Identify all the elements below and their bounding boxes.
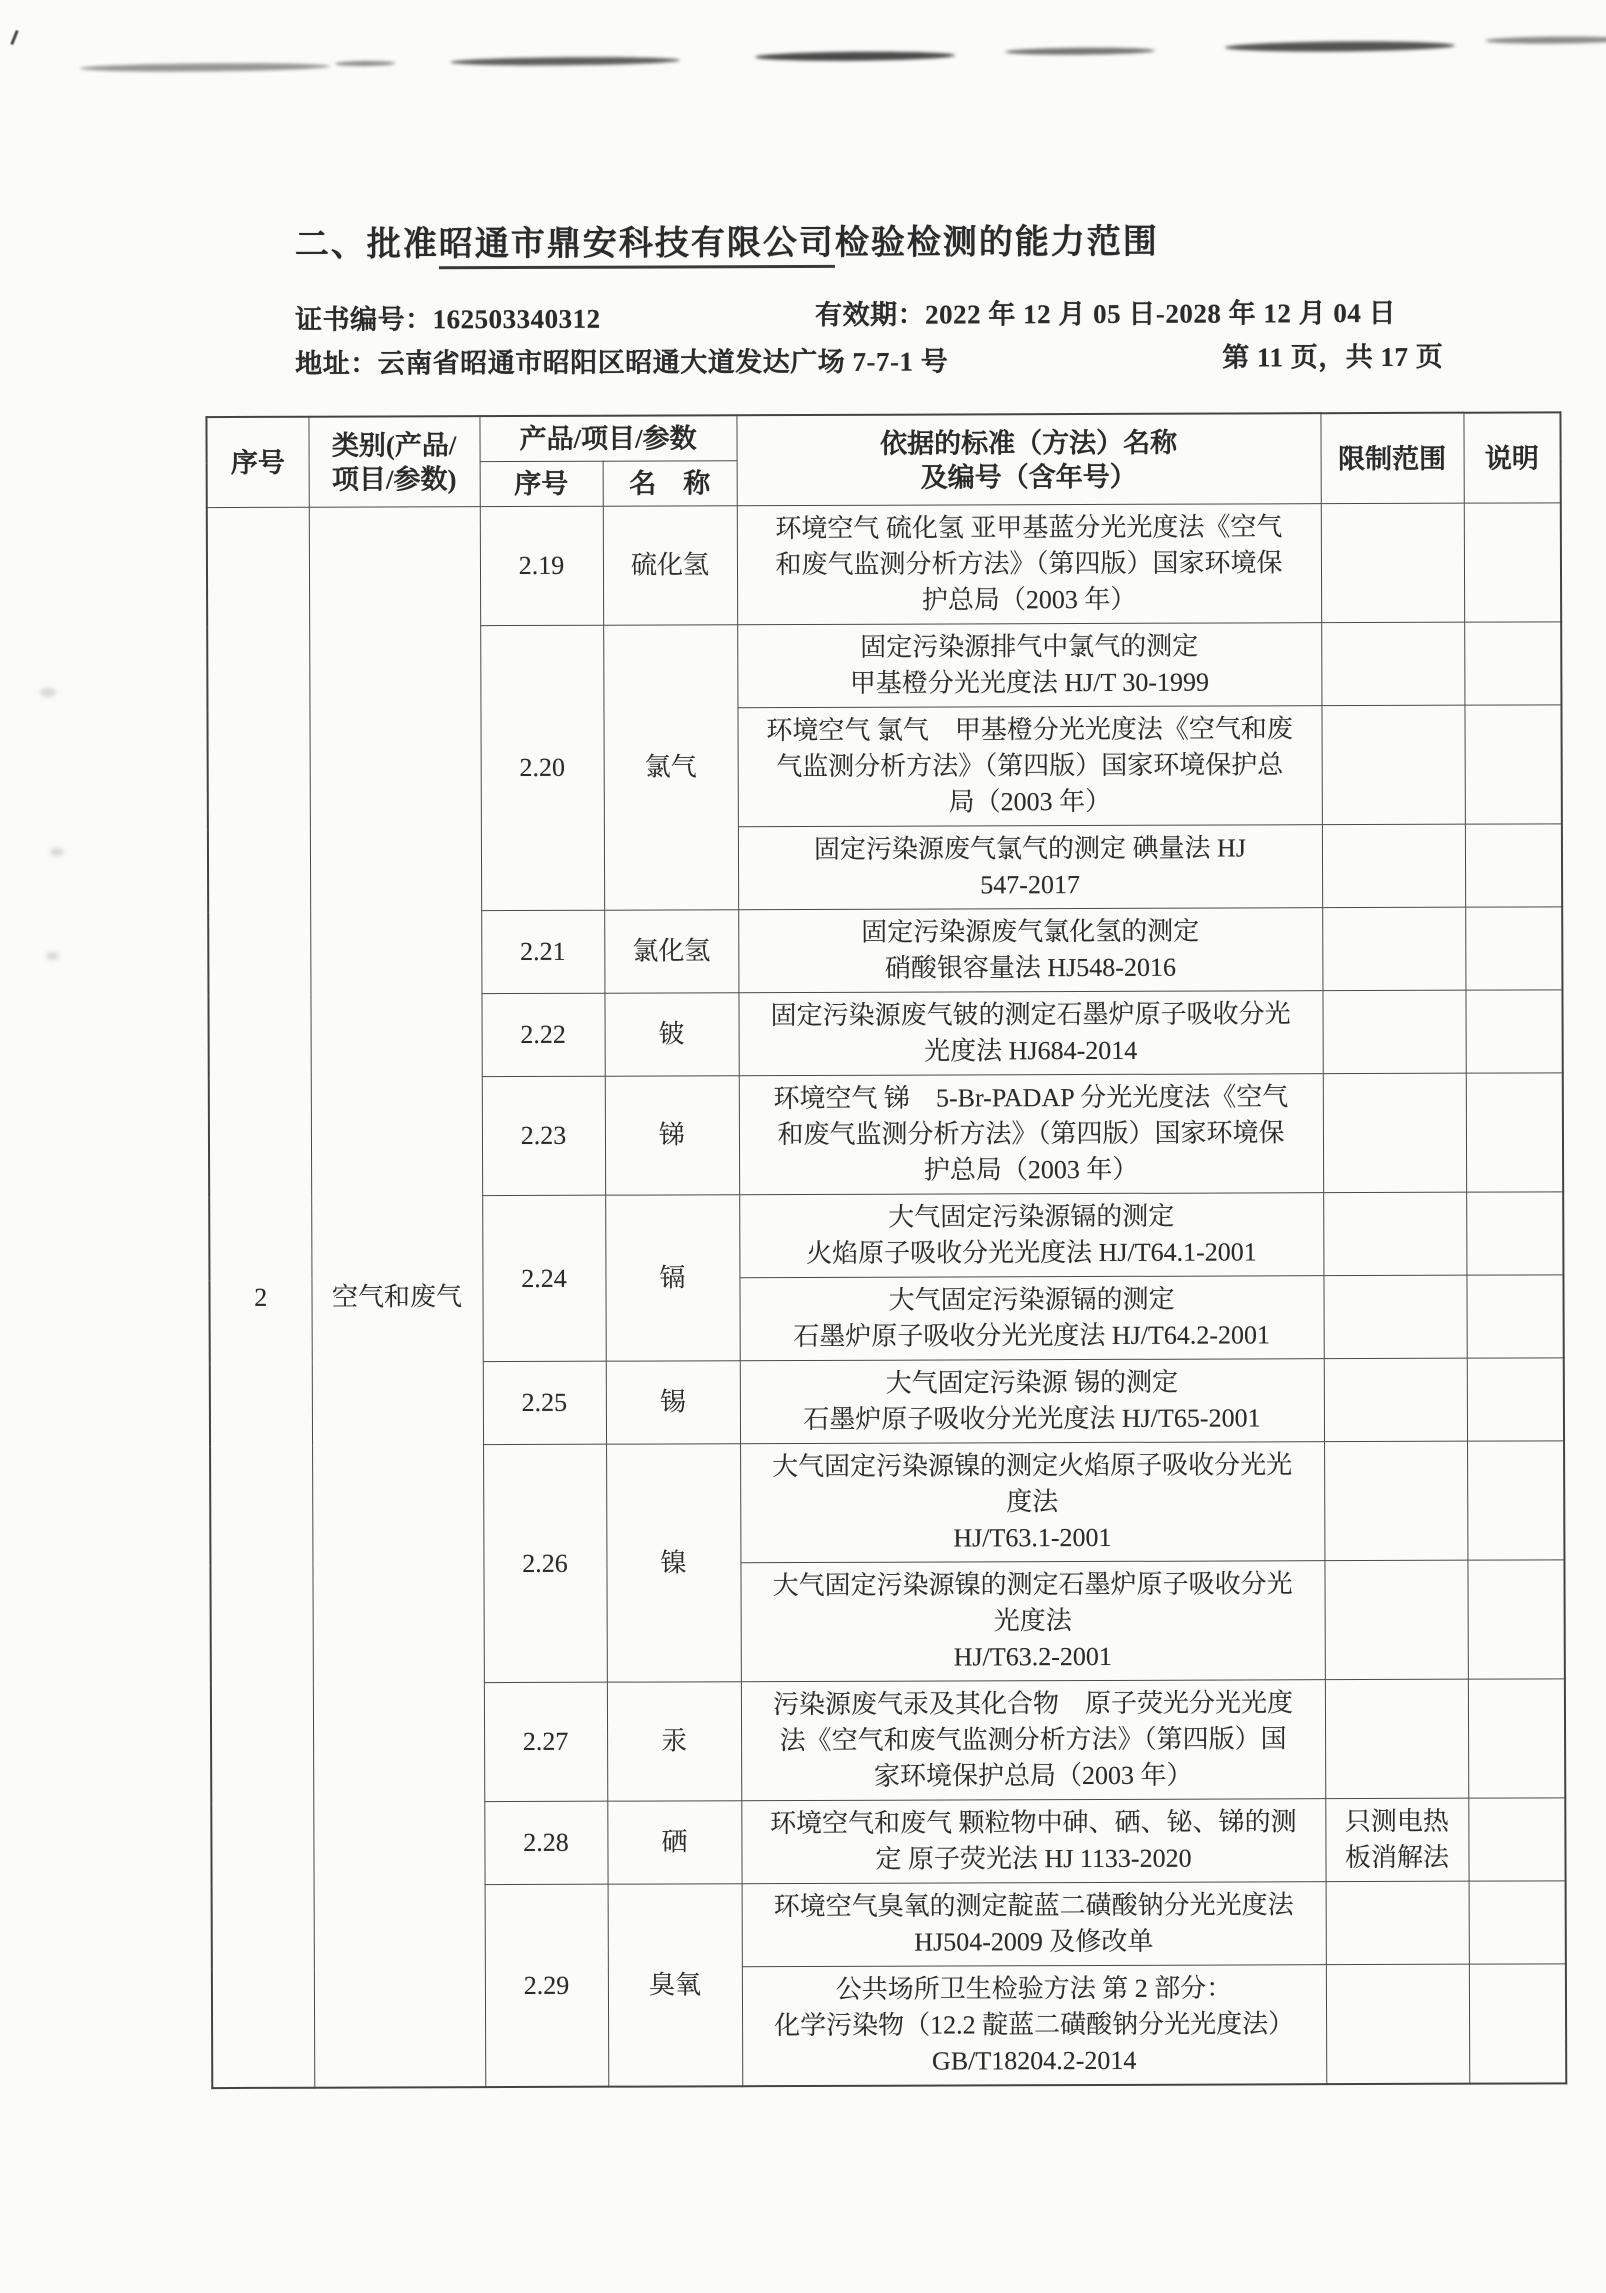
param-name: 臭氧: [608, 1884, 743, 2087]
note-cell: [1468, 1679, 1565, 1798]
note-cell: [1467, 1441, 1564, 1560]
note-cell: [1466, 1073, 1563, 1192]
param-seq: 2.26: [483, 1444, 607, 1682]
standard-text: 环境空气臭氧的测定靛蓝二磺酸钠分光光度法 HJ504-2009 及修改单: [742, 1882, 1326, 1967]
limit-cell: 只测电热 板消解法: [1325, 1798, 1468, 1881]
param-seq: 2.28: [484, 1801, 607, 1884]
param-name: 氯化氢: [604, 910, 738, 993]
title-suffix: 检验检测的能力范围: [834, 223, 1159, 262]
limit-cell: [1324, 1358, 1467, 1441]
certificate-number-label: 证书编号：: [295, 304, 433, 335]
limit-cell: [1324, 1560, 1467, 1679]
param-seq: 2.23: [482, 1076, 605, 1195]
standard-text: 环境空气 氯气 甲基橙分光光度法《空气和废 气监测分析方法》（第四版）国家环境保护总 局（2003 年）: [737, 706, 1321, 827]
param-name: 硒: [607, 1801, 741, 1884]
certificate-number-line: [295, 297, 601, 337]
param-seq: 2.27: [484, 1682, 607, 1801]
page-title: [295, 214, 1159, 266]
group-seq: 2: [207, 507, 315, 2088]
validity-label: 有效期：: [815, 299, 926, 330]
limit-cell: [1324, 1441, 1467, 1560]
address-value: 云南省昭通市昭阳区昭通大道发达广场 7-7-1 号: [377, 346, 949, 379]
capability-table: [205, 411, 1567, 2089]
param-seq: 2.19: [480, 506, 603, 625]
limit-cell: [1322, 907, 1465, 990]
param-seq: 2.29: [485, 1884, 609, 2087]
certificate-number-value: 162503340312: [432, 303, 601, 335]
limit-cell: [1321, 705, 1464, 824]
limit-cell: [1323, 1192, 1466, 1275]
group-category: 空气和废气: [309, 507, 486, 2088]
col-header-limit: 限制范围: [1320, 413, 1463, 504]
param-name: 汞: [607, 1682, 741, 1801]
limit-cell: [1322, 990, 1465, 1073]
note-cell: [1465, 824, 1562, 907]
note-cell: [1465, 907, 1562, 990]
col-header-note: 说明: [1463, 412, 1560, 503]
standard-text: 公共场所卫生检验方法 第 2 部分： 化学污染物（12.2 靛蓝二磺酸钠分光光度法） GB/T18204.2-2014: [742, 1965, 1326, 2087]
note-cell: [1464, 705, 1561, 824]
col-header-product-name: 名 称: [603, 461, 737, 506]
standard-text: 环境空气 锑 5-Br-PADAP 分光光度法《空气 和废气监测分析方法》（第四版）国家环境保 护总局（2003 年）: [739, 1074, 1323, 1195]
note-cell: [1468, 1798, 1565, 1881]
param-seq: 2.20: [480, 625, 604, 910]
param-name: 锡: [606, 1361, 740, 1444]
standard-text: 固定污染源废气氯气的测定 碘量法 HJ 547-2017: [738, 825, 1322, 910]
standard-text: 固定污染源废气铍的测定石墨炉原子吸收分光 光度法 HJ684-2014: [738, 991, 1322, 1076]
limit-cell: [1323, 1275, 1466, 1358]
standard-text: 固定污染源排气中氯气的测定 甲基橙分光光度法 HJ/T 30-1999: [737, 623, 1321, 708]
limit-cell: [1321, 503, 1464, 622]
limit-cell: [1321, 622, 1464, 705]
validity-line: [815, 291, 1396, 332]
standard-text: 环境空气和废气 颗粒物中砷、硒、铋、锑的测 定 原子荧光法 HJ 1133-2020: [741, 1799, 1325, 1884]
param-seq: 2.25: [483, 1361, 606, 1444]
note-cell: [1467, 1560, 1564, 1679]
address-label: 地址：: [295, 348, 378, 379]
standard-text: 环境空气 硫化氢 亚甲基蓝分光光度法《空气 和废气监测分析方法》（第四版）国家环境保 护总局（2003 年）: [737, 504, 1321, 625]
note-cell: [1466, 1192, 1563, 1275]
param-name: 镍: [606, 1444, 741, 1682]
col-header-seq: 序号: [206, 417, 308, 508]
standard-text: 污染源废气汞及其化合物 原子荧光分光光度 法《空气和废气监测分析方法》（第四版）国 家环境保护总局（2003 年）: [741, 1680, 1325, 1801]
note-cell: [1466, 1275, 1563, 1358]
table-header-row: [206, 412, 1560, 462]
standard-text: 固定污染源废气氯化氢的测定 硝酸银容量法 HJ548-2016: [738, 908, 1322, 993]
table-row: [207, 503, 1561, 627]
param-seq: 2.21: [481, 910, 604, 993]
col-header-standard: 依据的标准（方法）名称 及编号（含年号）: [736, 413, 1320, 506]
limit-cell: [1323, 1073, 1466, 1192]
note-cell: [1469, 1964, 1566, 2084]
note-cell: [1467, 1358, 1564, 1441]
validity-value: 2022 年 12 月 05 日-2028 年 12 月 04 日: [925, 297, 1397, 330]
limit-cell: [1326, 1881, 1469, 1964]
limit-cell: [1326, 1964, 1469, 2084]
limit-cell: [1325, 1679, 1468, 1798]
param-name: 锑: [605, 1076, 739, 1195]
note-cell: [1465, 990, 1562, 1073]
col-header-product-seq: 序号: [480, 461, 603, 506]
standard-text: 大气固定污染源镍的测定石墨炉原子吸收分光 光度法 HJ/T63.2-2001: [740, 1561, 1324, 1682]
title-company-name: 昭通市鼎安科技有限公司: [439, 225, 835, 269]
param-name: 镉: [605, 1195, 740, 1361]
title-prefix: 二、批准: [294, 226, 439, 264]
page-number-info: 第 11 页，共 17 页: [1222, 341, 1444, 373]
col-header-product-group: 产品/项目/参数: [479, 415, 736, 461]
standard-text: 大气固定污染源 锡的测定 石墨炉原子吸收分光光度法 HJ/T65-2001: [740, 1359, 1324, 1444]
address-line: [295, 339, 948, 380]
standard-text: 大气固定污染源镉的测定 火焰原子吸收分光光度法 HJ/T64.1-2001: [739, 1193, 1323, 1278]
param-seq: 2.24: [482, 1195, 606, 1361]
param-name: 铍: [604, 993, 738, 1076]
param-name: 硫化氢: [603, 506, 737, 625]
limit-cell: [1322, 824, 1465, 907]
standard-text: 大气固定污染源镍的测定火焰原子吸收分光光 度法 HJ/T63.1-2001: [740, 1442, 1324, 1563]
note-cell: [1464, 622, 1561, 705]
param-name: 氯气: [603, 625, 738, 910]
standard-text: 大气固定污染源镉的测定 石墨炉原子吸收分光光度法 HJ/T64.2-2001: [739, 1276, 1323, 1361]
param-seq: 2.22: [481, 993, 604, 1076]
col-header-category: 类别(产品/ 项目/参数): [308, 416, 479, 507]
note-cell: [1464, 503, 1561, 622]
note-cell: [1469, 1881, 1566, 1964]
